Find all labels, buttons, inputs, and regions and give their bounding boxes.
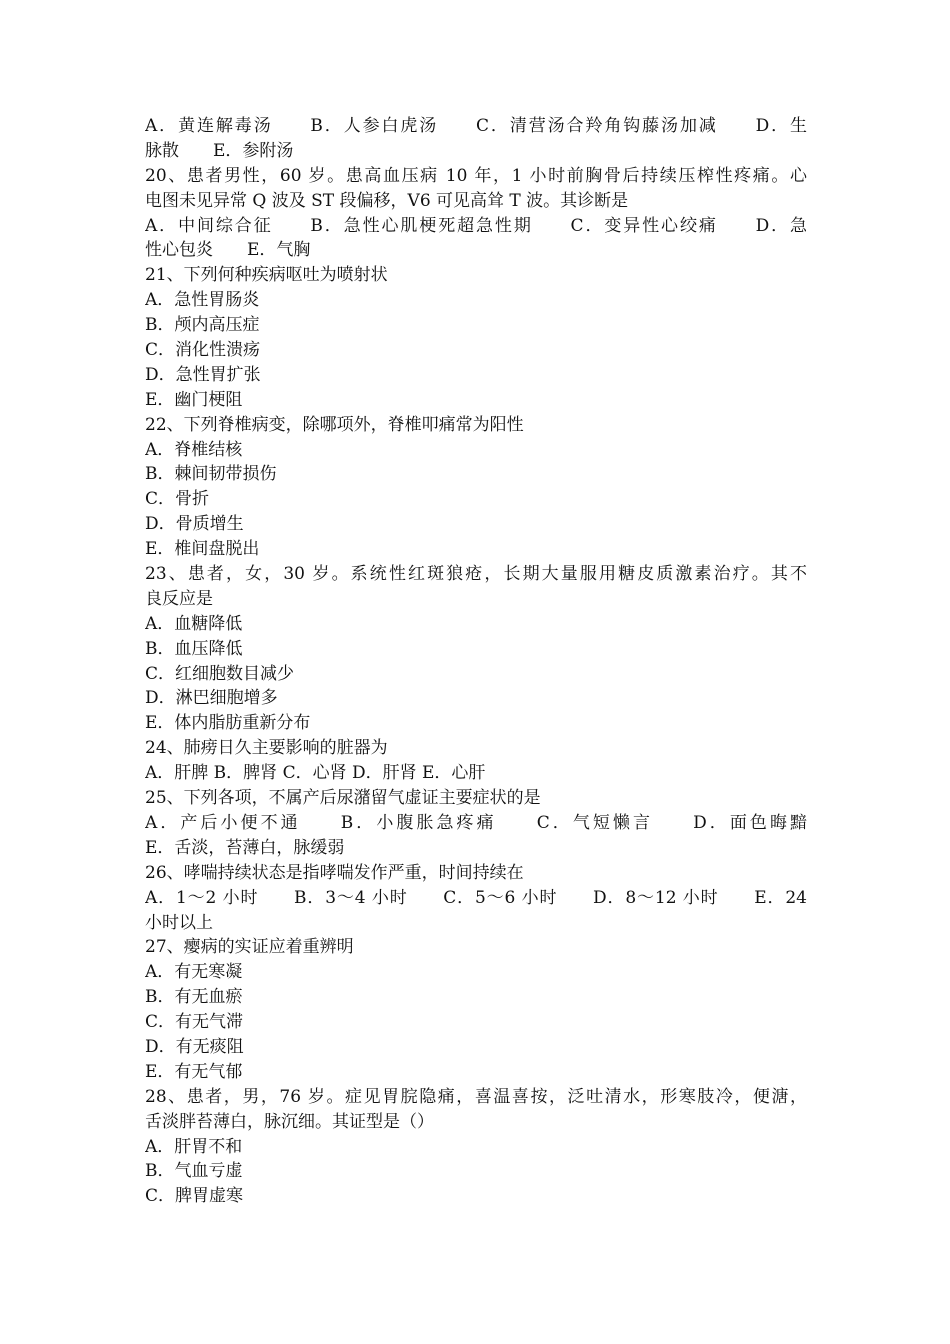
document-body bbox=[145, 114, 807, 1209]
text-line: E．舌淡，苔薄白，脉缓弱 bbox=[145, 837, 345, 858]
text-line: B．有无血瘀 bbox=[145, 987, 243, 1008]
text-line: A．肝胃不和 bbox=[145, 1136, 243, 1157]
text-line: 26、哮喘持续状态是指哮喘发作严重，时间持续在 bbox=[145, 862, 524, 883]
text-line: 27、瘿病的实证应着重辨明 bbox=[145, 937, 354, 958]
text-line: 小时以上 bbox=[145, 912, 213, 933]
text-line: C．红细胞数目减少 bbox=[145, 663, 295, 684]
text-line: A．产后小便不通 B．小腹胀急疼痛 C．气短懒言 D．面色晦黯 bbox=[145, 812, 807, 833]
text-line: B．棘间韧带损伤 bbox=[145, 464, 277, 485]
text-line: C．脾胃虚寒 bbox=[145, 1186, 244, 1207]
text-line: A．血糖降低 bbox=[145, 613, 243, 634]
text-line: E．有无气郁 bbox=[145, 1061, 243, 1082]
text-line: E．幽门梗阻 bbox=[145, 389, 243, 410]
text-line: C．有无气滞 bbox=[145, 1012, 244, 1033]
text-line: 舌淡胖苔薄白，脉沉细。其证型是（） bbox=[145, 1111, 434, 1132]
text-line: B．血压降低 bbox=[145, 638, 243, 659]
text-line: A．1～2 小时 B．3～4 小时 C．5～6 小时 D．8～12 小时 E．24 bbox=[145, 887, 807, 908]
text-line: A．肝脾 B．脾肾 C．心肾 D．肝肾 E．心肝 bbox=[145, 763, 486, 784]
text-line: D．淋巴细胞增多 bbox=[145, 688, 278, 709]
text-line: 脉散 E．参附汤 bbox=[145, 140, 294, 161]
text-line: B．颅内高压症 bbox=[145, 315, 260, 336]
text-line: 23、患者，女，30 岁。系统性红斑狼疮，长期大量服用糖皮质激素治疗。其不 bbox=[145, 564, 807, 585]
text-line: 28、患者，男，76 岁。症见胃脘隐痛，喜温喜按，泛吐清水，形寒肢冷，便溏， bbox=[145, 1086, 807, 1107]
text-line: 21、下列何种疾病呕吐为喷射状 bbox=[145, 265, 388, 286]
text-line: A．脊椎结核 bbox=[145, 439, 243, 460]
text-line: 良反应是 bbox=[145, 588, 213, 609]
text-line: D．骨质增生 bbox=[145, 514, 244, 535]
text-line: 25、下列各项，不属产后尿潴留气虚证主要症状的是 bbox=[145, 788, 541, 809]
text-line: 22、下列脊椎病变，除哪项外，脊椎叩痛常为阳性 bbox=[145, 414, 524, 435]
text-line: 24、肺痨日久主要影响的脏器为 bbox=[145, 738, 388, 759]
text-line: A．有无寒凝 bbox=[145, 962, 243, 983]
text-line: A．中间综合征 B．急性心肌梗死超急性期 C．变异性心绞痛 D．急 bbox=[145, 215, 807, 236]
text-line: 性心包炎 E．气胸 bbox=[145, 240, 311, 261]
text-line: A．黄连解毒汤 B．人参白虎汤 C．清营汤合羚角钩藤汤加减 D．生 bbox=[145, 116, 807, 136]
text-line: D．有无痰阻 bbox=[145, 1036, 244, 1057]
text-line: C．骨折 bbox=[145, 489, 210, 510]
text-line: E．椎间盘脱出 bbox=[145, 539, 260, 560]
text-line: E．体内脂肪重新分布 bbox=[145, 713, 311, 734]
text-line: C．消化性溃疡 bbox=[145, 340, 261, 361]
text-line: 电图未见异常 Q 波及 ST 段偏移，V6 可见高耸 T 波。其诊断是 bbox=[145, 190, 629, 211]
text-line: D．急性胃扩张 bbox=[145, 364, 261, 385]
text-line: A．急性胃肠炎 bbox=[145, 290, 260, 311]
text-line: 20、患者男性，60 岁。患高血压病 10 年，1 小时前胸骨后持续压榨性疼痛。心 bbox=[145, 165, 807, 186]
text-line: B．气血亏虚 bbox=[145, 1161, 243, 1182]
